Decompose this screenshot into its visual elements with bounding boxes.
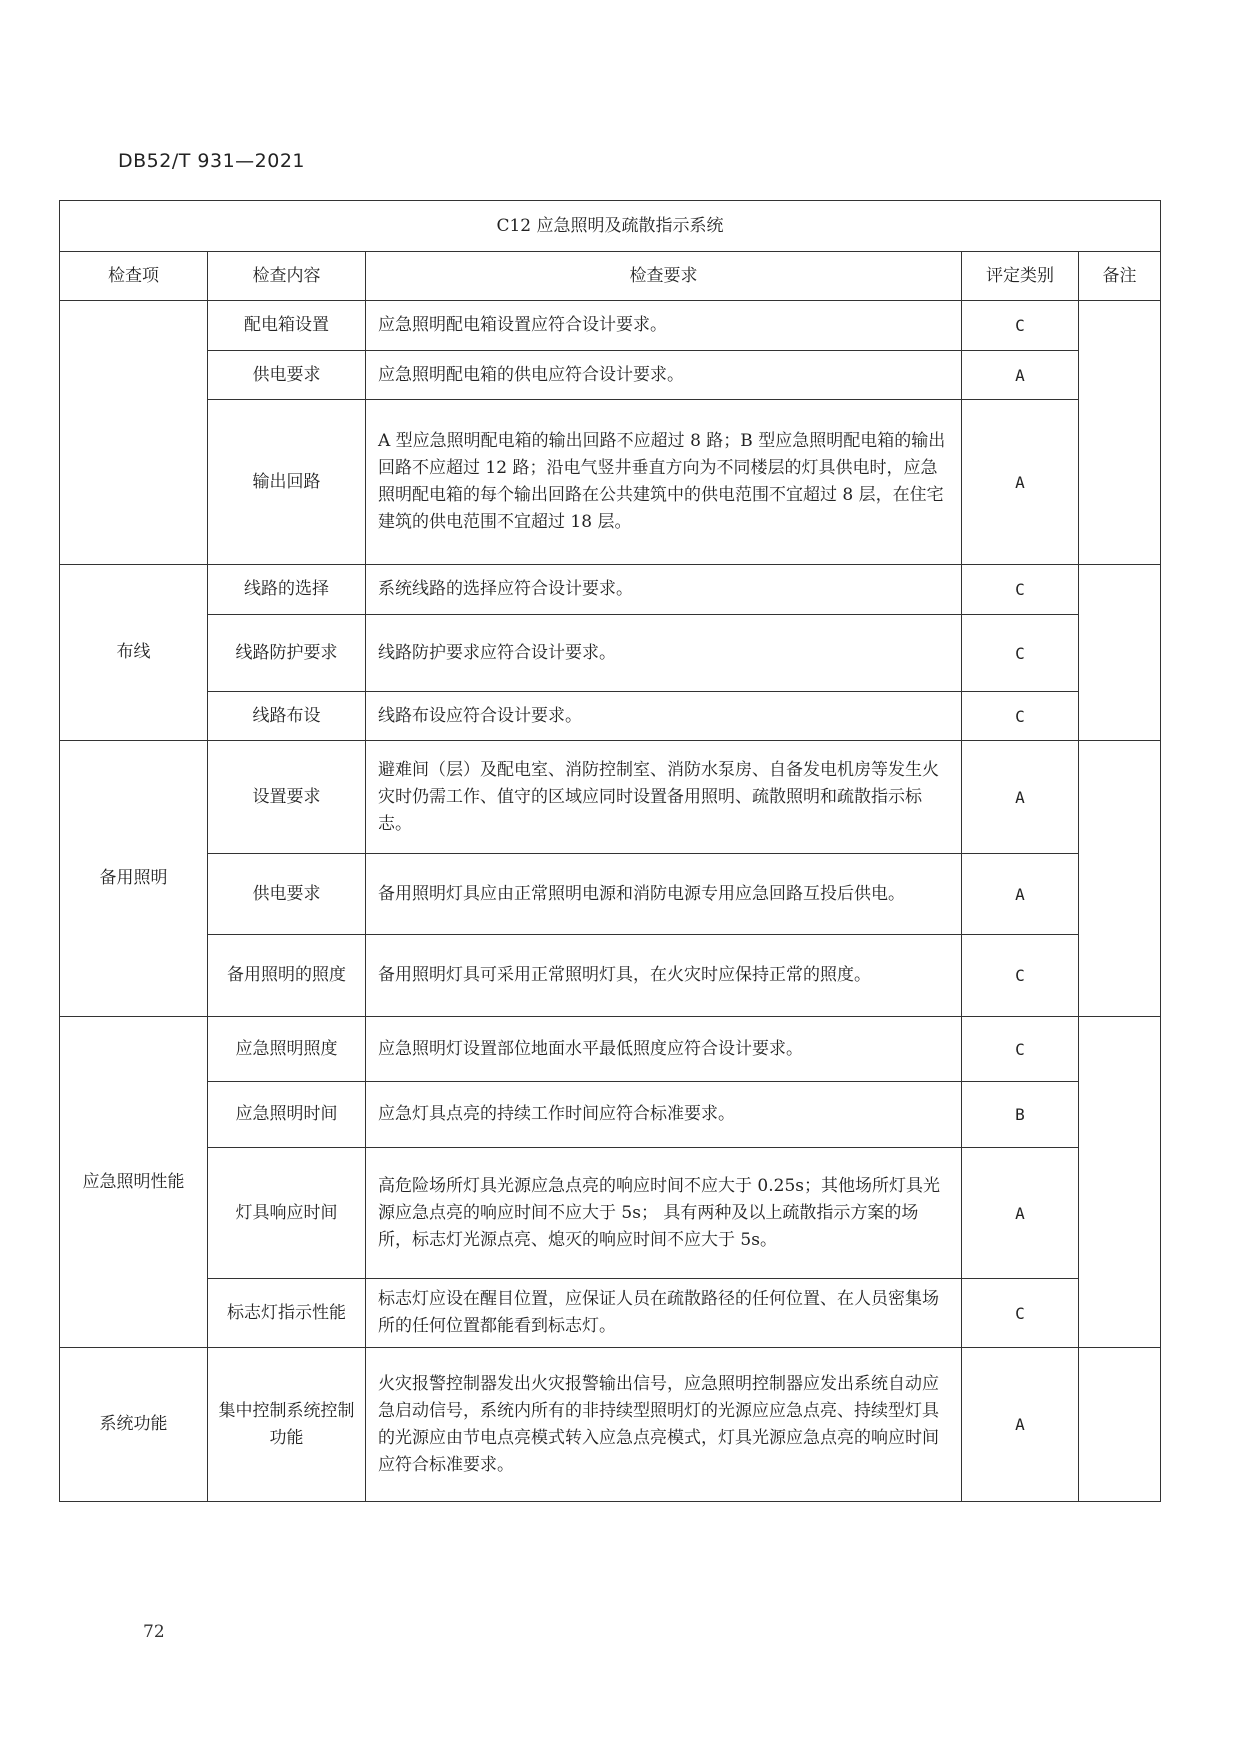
requirement-cell: 线路布设应符合设计要求。	[366, 692, 962, 741]
table-row	[60, 1017, 1161, 1082]
requirement-cell: 备用照明灯具可采用正常照明灯具，在火灾时应保持正常的照度。	[366, 935, 962, 1017]
item-cell: 灯具响应时间	[208, 1148, 366, 1279]
grade-cell: C	[962, 301, 1079, 351]
note-cell	[1079, 1348, 1161, 1502]
table-row	[60, 1279, 1161, 1348]
table-row	[60, 1348, 1161, 1502]
grade-cell: C	[962, 615, 1079, 692]
requirement-cell: 高危险场所灯具光源应急点亮的响应时间不应大于 0.25s；其他场所灯具光源应急点亮的响应时间不应大于 5s； 具有两种及以上疏散指示方案的场所，标志灯光源点亮、熄灭的响应时间不应大于 5s。	[366, 1148, 962, 1279]
category-cell: 应急照明性能	[60, 1017, 208, 1348]
requirement-cell: 系统线路的选择应符合设计要求。	[366, 565, 962, 615]
grade-cell: C	[962, 935, 1079, 1017]
item-cell: 线路布设	[208, 692, 366, 741]
grade-cell: C	[962, 565, 1079, 615]
item-cell: 备用照明的照度	[208, 935, 366, 1017]
column-header-requirement: 检查要求	[366, 252, 962, 301]
requirement-cell: 应急照明配电箱的供电应符合设计要求。	[366, 351, 962, 400]
item-cell: 线路的选择	[208, 565, 366, 615]
category-cell: 布线	[60, 565, 208, 741]
requirement-cell: 火灾报警控制器发出火灾报警输出信号，应急照明控制器应发出系统自动应急启动信号，系统内所有的非持续型照明灯的光源应应急点亮、持续型灯具的光源应由节电点亮模式转入应急点亮模式，灯具光源应急点亮的响应时间应符合标准要求。	[366, 1348, 962, 1502]
column-header-item: 检查内容	[208, 252, 366, 301]
item-cell: 配电箱设置	[208, 301, 366, 351]
note-cell	[1079, 565, 1161, 741]
document-code: DB52/T 931—2021	[118, 150, 306, 172]
requirement-cell: 线路防护要求应符合设计要求。	[366, 615, 962, 692]
table-row	[60, 935, 1161, 1017]
item-cell: 线路防护要求	[208, 615, 366, 692]
table-row	[60, 854, 1161, 935]
table-row	[60, 741, 1161, 854]
item-cell: 应急照明照度	[208, 1017, 366, 1082]
grade-cell: A	[962, 741, 1079, 854]
item-cell: 标志灯指示性能	[208, 1279, 366, 1348]
requirement-cell: A 型应急照明配电箱的输出回路不应超过 8 路；B 型应急照明配电箱的输出回路不应超过 12 路；沿电气竖井垂直方向为不同楼层的灯具供电时，应急照明配电箱的每个输出回路在公共建筑中的供电范围不宜超过 8 层，在住宅建筑的供电范围不宜超过 18 层。	[366, 400, 962, 565]
grade-cell: A	[962, 1348, 1079, 1502]
item-cell: 集中控制系统控制功能	[208, 1348, 366, 1502]
inspection-table	[59, 200, 1161, 1502]
table-row	[60, 692, 1161, 741]
note-cell	[1079, 301, 1161, 565]
table-header-row	[60, 252, 1161, 301]
grade-cell: B	[962, 1082, 1079, 1148]
column-header-grade: 评定类别	[962, 252, 1079, 301]
requirement-cell: 应急照明灯设置部位地面水平最低照度应符合设计要求。	[366, 1017, 962, 1082]
grade-cell: C	[962, 1279, 1079, 1348]
item-cell: 设置要求	[208, 741, 366, 854]
table-row	[60, 615, 1161, 692]
requirement-cell: 应急照明配电箱设置应符合设计要求。	[366, 301, 962, 351]
grade-cell: A	[962, 400, 1079, 565]
table-row	[60, 1148, 1161, 1279]
item-cell: 供电要求	[208, 854, 366, 935]
item-cell: 应急照明时间	[208, 1082, 366, 1148]
note-cell	[1079, 1017, 1161, 1348]
column-header-note: 备注	[1079, 252, 1161, 301]
column-header-category: 检查项	[60, 252, 208, 301]
category-cell: 系统功能	[60, 1348, 208, 1502]
table-row	[60, 565, 1161, 615]
requirement-cell: 标志灯应设在醒目位置，应保证人员在疏散路径的任何位置、在人员密集场所的任何位置都能看到标志灯。	[366, 1279, 962, 1348]
note-cell	[1079, 741, 1161, 1017]
category-cell: 备用照明	[60, 741, 208, 1017]
grade-cell: C	[962, 692, 1079, 741]
grade-cell: A	[962, 1148, 1079, 1279]
table-row	[60, 1082, 1161, 1148]
requirement-cell: 备用照明灯具应由正常照明电源和消防电源专用应急回路互投后供电。	[366, 854, 962, 935]
table-row	[60, 400, 1161, 565]
table-row	[60, 301, 1161, 351]
item-cell: 供电要求	[208, 351, 366, 400]
grade-cell: A	[962, 854, 1079, 935]
table-title-row	[60, 201, 1161, 252]
requirement-cell: 应急灯具点亮的持续工作时间应符合标准要求。	[366, 1082, 962, 1148]
page-number: 72	[143, 1622, 165, 1642]
grade-cell: C	[962, 1017, 1079, 1082]
table-title: C12 应急照明及疏散指示系统	[60, 201, 1161, 252]
category-cell	[60, 301, 208, 565]
grade-cell: A	[962, 351, 1079, 400]
requirement-cell: 避难间（层）及配电室、消防控制室、消防水泵房、自备发电机房等发生火灾时仍需工作、值守的区域应同时设置备用照明、疏散照明和疏散指示标志。	[366, 741, 962, 854]
table-row	[60, 351, 1161, 400]
item-cell: 输出回路	[208, 400, 366, 565]
